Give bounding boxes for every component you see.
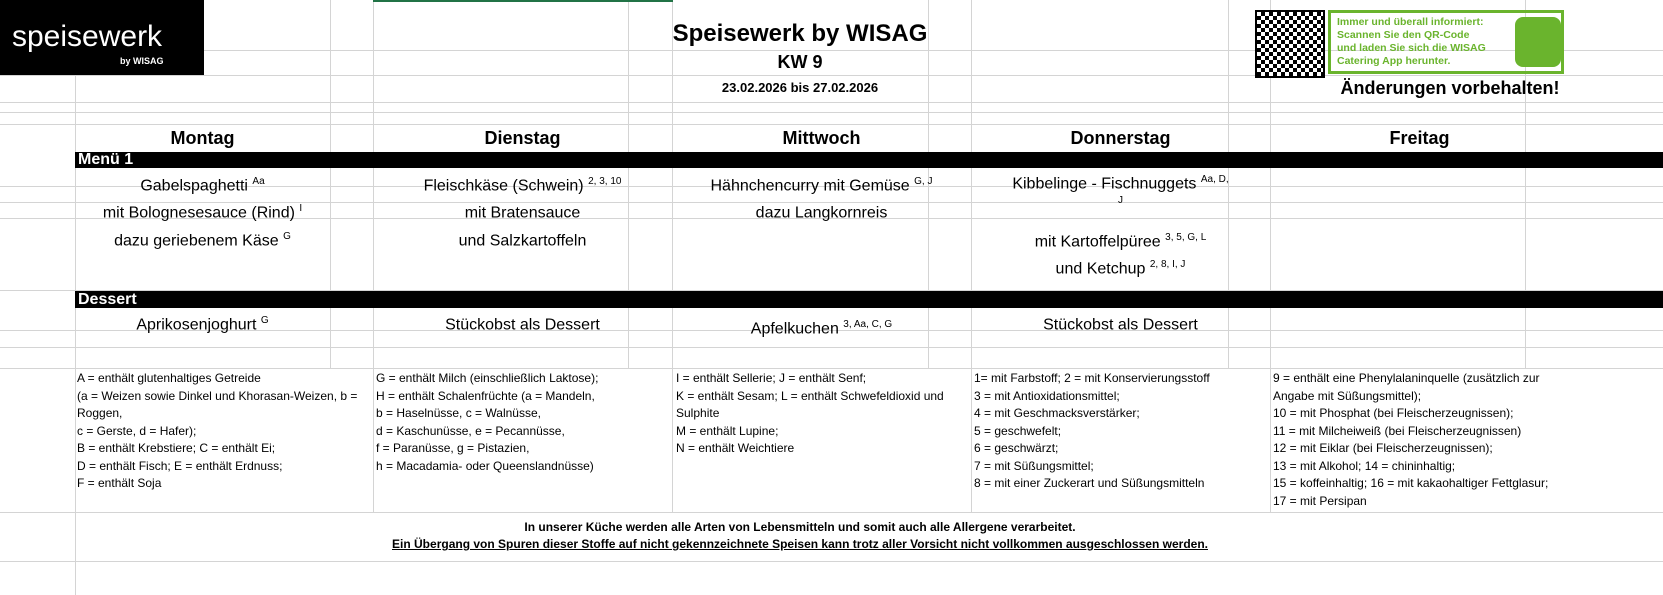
menu1-dish: Fleischkäse (Schwein) $^{2, 3, 10}$ mit Bratensauce und Salzkartoffeln <box>423 176 622 249</box>
qr-code <box>1255 10 1325 78</box>
date-range: 23.02.2026 bis 27.02.2026 <box>721 80 879 95</box>
dessert-dish: Stückobst als Dessert <box>1043 316 1198 334</box>
allergen-disclaimer <box>75 519 1525 553</box>
day-friday: Freitag <box>1389 128 1450 148</box>
allergen-legend-column: I = enthält Sellerie; J = enthält Senf; K = enthält Sesam; L = enthält Schwefeldioxid und Sulphite M = enthält Lupine; N = enthält Weichtiere <box>676 371 944 455</box>
dessert-dish: Aprikosenjoghurt $^G$ <box>136 315 269 334</box>
menu1-dish: Gabelspaghetti $^{Aa}$ mit Bolognesesauce (Rind) $^I$ dazu geriebenem Käse $^G$ <box>102 176 303 249</box>
logo-brand: speisewerk <box>12 20 163 53</box>
menu1-dish: Kibbelinge - Fischnuggets $^{Aa, D,}$ $^J$ mit Kartoffelpüree $^{3, 5, G, L}$ und Ketchup $^{2, 8, I, J}$ <box>1012 174 1229 278</box>
chef-app-icon <box>1515 17 1561 67</box>
week-label: KW 9 <box>777 52 823 72</box>
page-title: Speisewerk by WISAG <box>672 20 928 47</box>
dessert-dish: Apfelkuchen $^{3, Aa, C, G}$ <box>750 319 893 338</box>
disclaimer-line-1: In unserer Küche werden alle Arten von Lebensmitteln und somit auch alle Allergene verarbeitet. <box>524 520 1076 534</box>
allergen-legend-column: 1= mit Farbstoff; 2 = mit Konservierungsstoff 3 = mit Antioxidationsmittel; 4 = mit Geschmacksverstärker; 5 = geschwefelt; 6 = geschwärzt; 7 = mit Süßungsmittel; 8 = mit einer Zuckerart und Süßungsmitteln <box>974 371 1210 490</box>
allergen-legend-column: 9 = enthält eine Phenylalaninquelle (zusätzlich zur Angabe mit Süßungsmittel); 10 = mit Phosphat (bei Fleischerzeugnissen); 11 = mit Milcheiweiß (bei Fleischerzeugnissen) 12 = mit Eiklar (bei Fleischerzeugnissen); 13 = mit Alkohol; 14 = chininhaltig; 15 = koffeinhaltig; 16 = mit kakaohaltiger Fettglasur; 17 = mit Persipan <box>1273 371 1549 508</box>
allergen-legend-column: G = enthält Milch (einschließlich Laktose); H = enthält Schalenfrüchte (a = Mandeln, b = Haselnüsse, c = Walnüsse, d = Kaschunüsse, e = Pecannüsse, f = Paranüsse, g = Pistazien, h = Macadamia- oder Queenslandnüsse) <box>376 371 599 473</box>
changes-notice: Änderungen vorbehalten! <box>1340 78 1560 98</box>
app-promo-banner: Immer und überall informiert: Scannen Sie den QR-Code und laden Sie sich die WISAG Catering App herunter. <box>1328 10 1564 74</box>
logo-by: by WISAG <box>120 56 164 66</box>
speisewerk-logo <box>0 0 204 75</box>
day-wednesday: Mittwoch <box>782 128 861 148</box>
day-tuesday: Dienstag <box>484 128 561 148</box>
section-dessert: Dessert <box>75 291 1663 308</box>
dessert-dish: Stückobst als Dessert <box>445 316 600 334</box>
allergen-legend-column: A = enthält glutenhaltiges Getreide (a = Weizen sowie Dinkel und Khorasan-Weizen, b = Roggen, c = Gerste, d = Hafer); B = enthält Krebstiere; C = enthält Ei; D = enthält Fisch; E = enthält Erdnuss; F = enthält Soja <box>77 371 358 490</box>
day-monday: Montag <box>170 128 235 148</box>
menu1-dish: Hähnchencurry mit Gemüse $^{G, J}$ dazu Langkornreis <box>710 176 933 222</box>
section-menu1: Menü 1 <box>75 152 1663 168</box>
disclaimer-line-2: Ein Übergang von Spuren dieser Stoffe auf nicht gekennzeichnete Speisen kann trotz aller Vorsicht nicht vollkommen ausgeschlossen werden. <box>392 537 1208 551</box>
day-thursday: Donnerstag <box>1070 128 1171 148</box>
